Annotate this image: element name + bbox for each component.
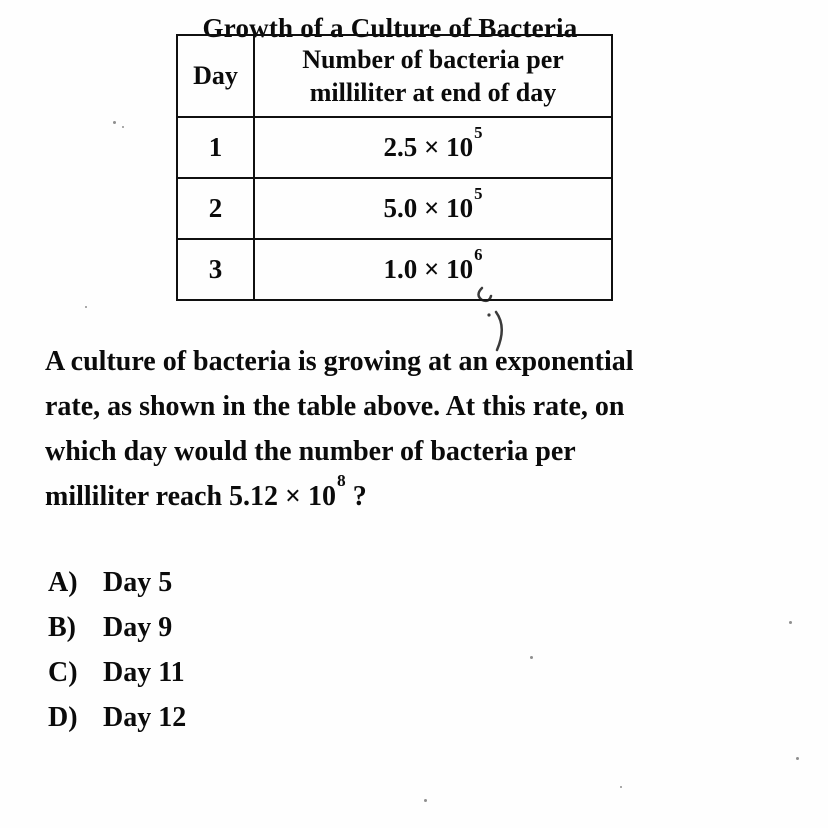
scan-speck xyxy=(796,757,799,760)
scan-speck xyxy=(113,121,116,124)
value-exponent: 5 xyxy=(474,183,483,203)
choice-letter: D) xyxy=(48,701,78,733)
choice-text: Day 11 xyxy=(103,656,185,688)
choice-A xyxy=(48,560,186,605)
scan-speck xyxy=(530,656,533,659)
day-cell: 1 xyxy=(177,117,254,178)
value-mantissa: 2.5 × 10 xyxy=(383,132,474,162)
question-line-math xyxy=(45,471,634,519)
choice-text: Day 5 xyxy=(103,566,173,598)
count-header-line2: milliliter at end of day xyxy=(309,78,557,107)
day-cell: 3 xyxy=(177,239,254,300)
choice-text: Day 12 xyxy=(103,701,187,733)
choice-text: Day 9 xyxy=(103,611,173,643)
table-row-day-2 xyxy=(177,178,612,239)
question-line: rate, as shown in the table above. At this rate, on xyxy=(45,391,625,422)
choice-letter: B) xyxy=(48,611,76,643)
scan-speck xyxy=(424,799,427,802)
table-row-day-1 xyxy=(177,117,612,178)
value-cell xyxy=(254,178,612,239)
value-exponent: 5 xyxy=(474,122,483,142)
scan-speck xyxy=(122,126,124,128)
question-line: which day would the number of bacteria per xyxy=(45,436,576,467)
scan-speck xyxy=(620,786,622,788)
question-math-suffix: ? xyxy=(345,481,367,512)
question-math-base: 5.12 × 10 xyxy=(229,481,336,512)
scan-speck xyxy=(85,306,87,308)
choice-B xyxy=(48,605,186,650)
scan-speck xyxy=(789,621,792,624)
count-header-line1: Number of bacteria per xyxy=(302,45,564,74)
day-column-header: Day xyxy=(177,35,254,117)
value-mantissa: 1.0 × 10 xyxy=(383,254,474,284)
answer-choices xyxy=(48,560,186,740)
value-cell xyxy=(254,239,612,300)
table-row-day-3 xyxy=(177,239,612,300)
choice-D xyxy=(48,695,186,740)
count-column-header xyxy=(254,35,612,117)
day-cell: 2 xyxy=(177,178,254,239)
value-mantissa: 5.0 × 10 xyxy=(383,193,474,223)
table-title: Growth of a Culture of Bacteria xyxy=(202,13,578,44)
bacteria-growth-table xyxy=(176,34,613,301)
choice-letter: C) xyxy=(48,656,78,688)
value-exponent: 6 xyxy=(474,244,483,264)
question-math-exponent: 8 xyxy=(337,471,346,490)
value-cell xyxy=(254,117,612,178)
question-paragraph xyxy=(45,339,634,519)
choice-C xyxy=(48,650,186,695)
table-header-row xyxy=(177,35,612,117)
question-math-prefix: milliliter reach xyxy=(45,481,230,512)
choice-letter: A) xyxy=(48,566,78,598)
question-line: A culture of bacteria is growing at an exponential xyxy=(45,346,634,377)
